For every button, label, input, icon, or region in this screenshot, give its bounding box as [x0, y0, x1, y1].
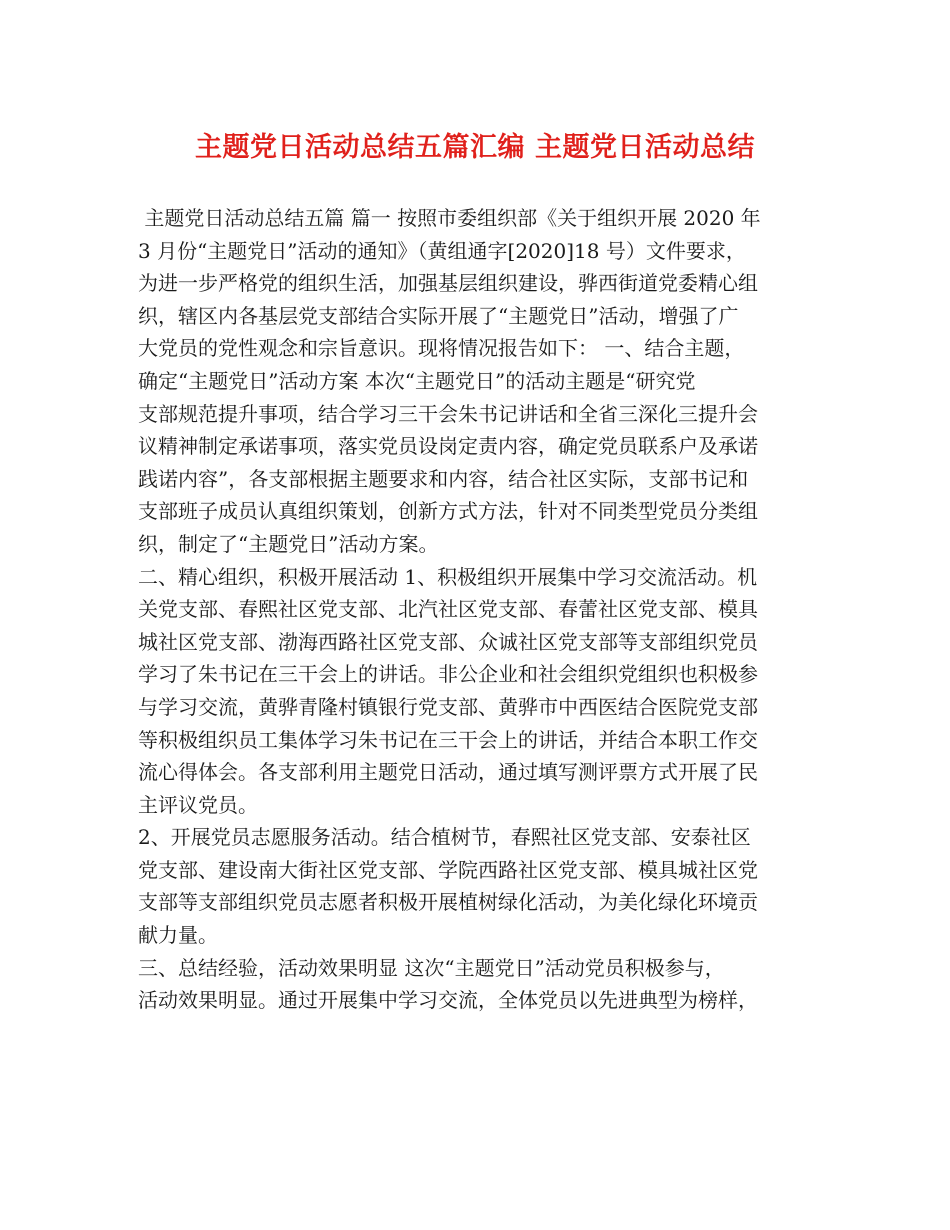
body-text-line: 城社区党支部、渤海西路社区党支部、众诚社区党支部等支部组织党员: [138, 629, 758, 654]
body-text-line: 为进一步严格党的组织生活，加强基层组织建设，骅西街道党委精心组: [138, 271, 758, 296]
body-text-line: 关党支部、春熙社区党支部、北汽社区党支部、春蕾社区党支部、模具: [138, 597, 758, 622]
body-text-line: 党支部、建设南大街社区党支部、学院西路社区党支部、模具城社区党: [138, 857, 758, 882]
body-text-line: 织，制定了“主题党日”活动方案。: [138, 531, 439, 556]
body-text-line: 支部班子成员认真组织策划，创新方式方法，针对不同类型党员分类组: [138, 499, 758, 524]
body-text-line: 与学习交流，黄骅青隆村镇银行党支部、黄骅市中西医结合医院党支部: [138, 694, 758, 719]
body-text-line: 确定“主题党日”活动方案 本次“主题党日”的活动主题是“研究党: [138, 368, 696, 393]
body-text-line: 流心得体会。各支部利用主题党日活动，通过填写测评票方式开展了民: [138, 760, 758, 785]
body-text-line: 践诺内容”，各支部根据主题要求和内容，结合社区实际，支部书记和: [138, 466, 749, 491]
body-text-line: 大党员的党性观念和宗旨意识。现将情况报告如下： 一、结合主题，: [138, 336, 745, 361]
body-text-line: 3 月份“主题党日”活动的通知》（黄组通字[2020]18 号）文件要求，: [138, 238, 746, 263]
body-text-line: 2、开展党员志愿服务活动。结合植树节，春熙社区党支部、安泰社区: [138, 825, 751, 850]
body-text-line: 学习了朱书记在三干会上的讲话。非公企业和社会组织党组织也积极参: [138, 662, 758, 687]
body-text-line: 议精神制定承诺事项，落实党员设岗定责内容，确定党员联系户及承诺: [138, 434, 758, 459]
document-body: [138, 202, 818, 1017]
body-text-line: 献力量。: [138, 923, 218, 948]
body-text-line: 主评议党员。: [138, 792, 258, 817]
body-text-line: 等积极组织员工集体学习朱书记在三干会上的讲话，并结合本职工作交: [138, 727, 758, 752]
body-text-line: 活动效果明显。通过开展集中学习交流，全体党员以先进典型为榜样，: [138, 988, 758, 1013]
body-text-line: 主题党日活动总结五篇 篇一 按照市委组织部《关于组织开展 2020 年: [138, 206, 761, 230]
body-text-line: 支部等支部组织党员志愿者积极开展植树绿化活动，为美化绿化环境贡: [138, 890, 758, 915]
body-text-line: 支部规范提升事项，结合学习三干会朱书记讲话和全省三深化三提升会: [138, 401, 758, 426]
body-text-line: 二、精心组织，积极开展活动 1、积极组织开展集中学习交流活动。机: [138, 564, 758, 589]
body-text-line: 织，辖区内各基层党支部结合实际开展了“主题党日”活动，增强了广: [138, 303, 739, 328]
body-text-line: 三、总结经验，活动效果明显 这次“主题党日”活动党员积极参与，: [138, 955, 725, 980]
document-title: 主题党日活动总结五篇汇编 主题党日活动总结: [195, 132, 755, 163]
